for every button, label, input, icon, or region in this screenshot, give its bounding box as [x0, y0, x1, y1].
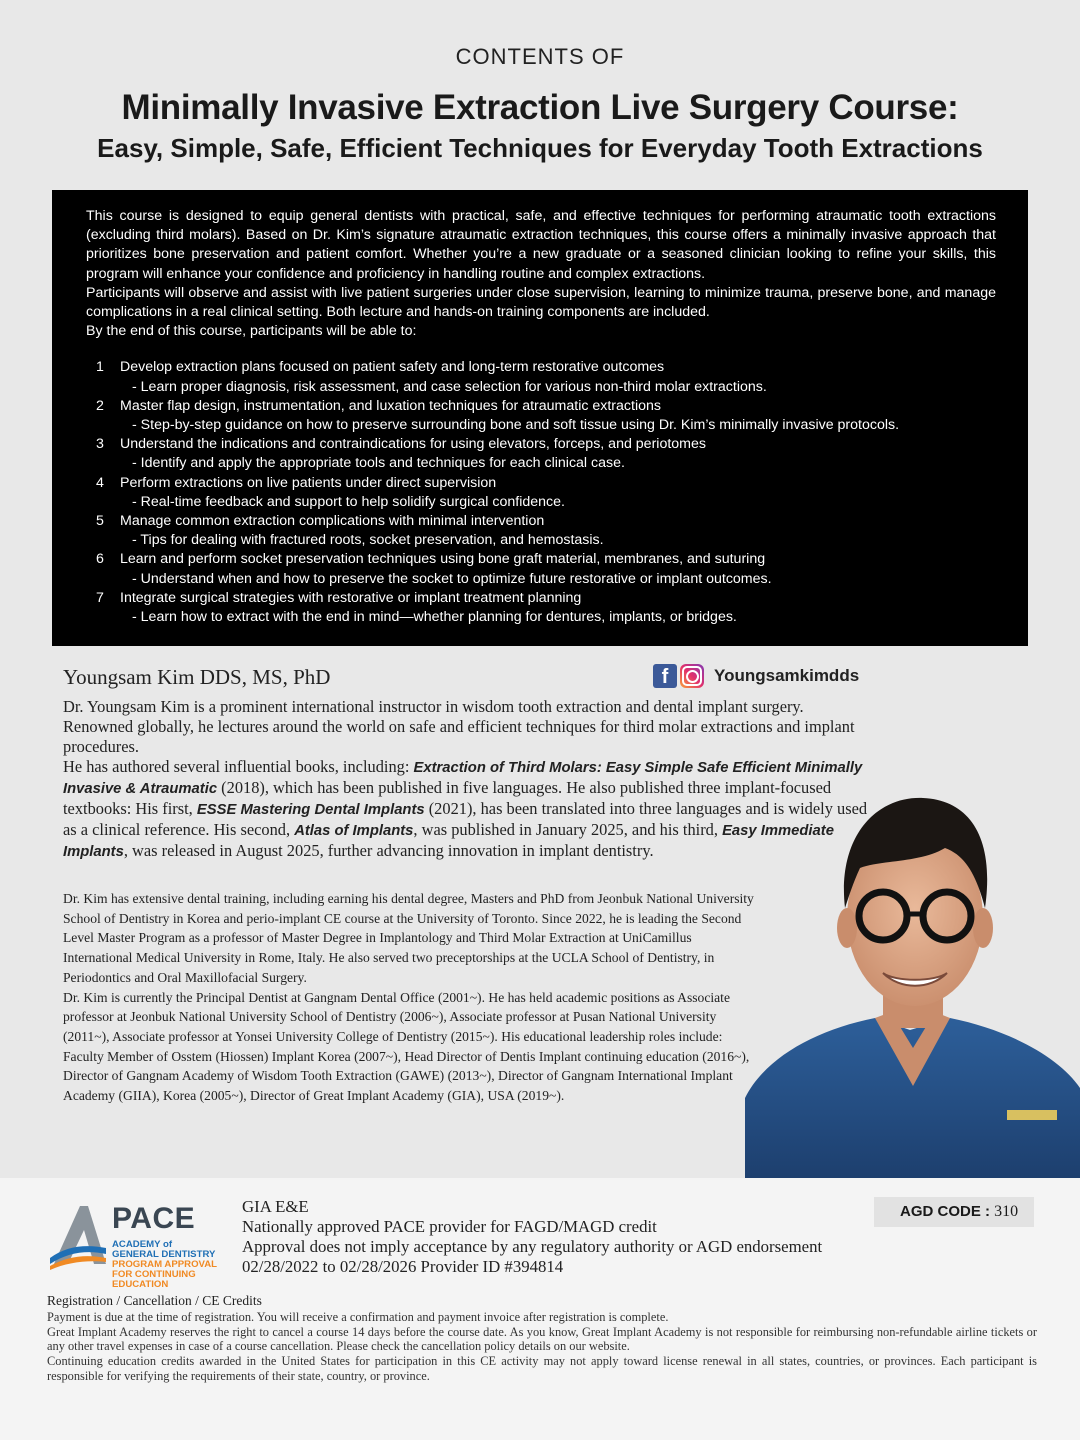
agd-code-value: 310 [994, 1203, 1019, 1220]
social-links[interactable] [653, 664, 859, 688]
pace-line: GENERAL DENTISTRY [112, 1249, 216, 1260]
objective-item [86, 512, 996, 550]
objective-item [86, 589, 996, 627]
objective-number: 2 [96, 397, 104, 414]
course-intro [86, 207, 996, 341]
bio-paragraph: Dr. Youngsam Kim is a prominent international instructor in wisdom tooth extraction and dental implant surgery. Renowned globally, he lectures around the world on safe and efficient techniques for third molar extractions and implant procedures. [63, 697, 855, 756]
agd-code-label: AGD CODE : [900, 1203, 990, 1220]
objective-detail: - Learn how to extract with the end in mind—whether planning for dentures, implants, or bridges. [132, 609, 737, 626]
registration-paragraph: Continuing education credits awarded in the United States for participation in this CE activity may not apply toward license renewal in all states, countries, or provinces. Each participant is responsible for verifying the requirements of their state, country, or province. [47, 1354, 1037, 1383]
book-title: Extraction of Third Molars: Easy Simple Safe Efficient Minimally Invasive & Atraumatic [63, 760, 863, 797]
objective-title: Perform extractions on live patients under direct supervision [120, 474, 497, 491]
objective-title: Learn and perform socket preservation techniques using bone graft material, membranes, and suturing [120, 551, 766, 568]
objective-title: Manage common extraction complications with minimal intervention [120, 513, 545, 530]
instagram-icon[interactable] [680, 664, 704, 688]
facebook-icon[interactable]: f [653, 664, 677, 688]
objective-item [86, 397, 996, 435]
approval-line: Nationally approved PACE provider for FAGD/MAGD credit [242, 1217, 657, 1236]
objective-detail: - Tips for dealing with fractured roots, socket preservation, and hemostasis. [132, 532, 604, 549]
bio-paragraph-training: Dr. Kim has extensive dental training, including earning his dental degree, Masters and PhD from Jeonbuk National University School of Dentistry in Korea and perio-implant CE course at the University of Toronto. Since 2022, he is leading the Second Level Master Program as a professor of Master Degree in Implantology and Third Molar Extraction at UniCamillus International Medical University in Rome, Italy. He also served two preceptorships at the UCLA School of Dentistry, in Periodontics and Oral Maxillofacial Surgery. [63, 891, 754, 985]
objective-title: Master flap design, instrumentation, and luxation techniques for atraumatic extractions [120, 397, 661, 414]
registration-section [47, 1293, 1037, 1384]
footer [0, 1178, 1080, 1440]
intro-paragraph: Participants will observe and assist with live patient surgeries under close supervision, learning to minimize trauma, preserve bone, and manage complications in a real clinical setting. Both lecture and hands-on training components are included. [86, 284, 996, 321]
provider-name: GIA E&E [242, 1197, 309, 1216]
objective-number: 7 [96, 589, 104, 606]
objective-title: Integrate surgical strategies with restorative or implant treatment planning [120, 589, 582, 606]
pace-approval [242, 1197, 822, 1277]
page-title: Minimally Invasive Extraction Live Surgery Course: [121, 88, 959, 127]
book-title: ESSE Mastering Dental Implants [196, 802, 425, 818]
pace-wordmark: PACE [112, 1202, 196, 1235]
pace-line: PROGRAM APPROVAL [112, 1259, 218, 1270]
objective-number: 5 [96, 513, 104, 530]
registration-paragraph: Payment is due at the time of registration. You will receive a confirmation and payment invoice after registration is complete. [47, 1310, 669, 1324]
course-description-box [52, 190, 1028, 646]
agd-code-badge [874, 1197, 1034, 1227]
objective-detail: - Understand when and how to preserve the socket to optimize future restorative or implant outcomes. [132, 570, 772, 587]
pace-line: FOR CONTINUING [112, 1269, 196, 1280]
bio-paragraph-positions: Dr. Kim is currently the Principal Dentist at Gangnam Dental Office (2001~). He has held academic positions as Associate professor at Jeonbuk National University School of Dentistry (2006~), Associate professor at Pusan National University (2011~), Associate professor at Yonsei University College of Dentistry (2015~). His educational leadership roles include: Faculty Member of Osstem (Hiossen) Implant Korea (2007~), Head Director of Dentis Implant continuing education (2016~), Director of Gangnam Academy of Wisdom Tooth Extraction (GAWE) (2013~), Director of Gangnam International Implant Academy (GIIA), Korea (2005~), Director of Great Implant Academy (GIA), USA (2019~). [63, 989, 750, 1104]
objective-item [86, 474, 996, 512]
pace-a-icon [50, 1200, 110, 1284]
objective-detail: - Learn proper diagnosis, risk assessment, and case selection for various non-third molar extractions. [132, 378, 767, 395]
intro-paragraph: This course is designed to equip general dentists with practical, safe, and effective techniques for performing atraumatic tooth extractions (excluding third molars). Based on Dr. Kim’s signature atraumatic extraction techniques, this course offers a minimally invasive approach that prioritizes bone preservation and patient comfort. Whether you’re a new graduate or a seasoned clinician looking to refine your skills, this program will enhance your confidence and proficiency in handling routine and complex extractions. [86, 208, 996, 282]
objective-item [86, 550, 996, 588]
approval-line: 02/28/2022 to 02/28/2026 Provider ID #394814 [242, 1257, 564, 1276]
objective-detail: - Identify and apply the appropriate tools and techniques for each clinical case. [132, 455, 625, 472]
registration-paragraph: Great Implant Academy reserves the right to cancel a course 14 days before the course date. As you know, Great Implant Academy is not responsible for reimbursing non-refundable airline tickets or any other travel expenses in case of a course cancellation. Please check the cancellation policy details on our website. [47, 1324, 1037, 1354]
bio-paragraph-books: He has authored several influential books, including: Extraction of Third Molars: Easy Simple Safe Efficient Minimally Invasive & Atraumatic (2018), which has been published in five languages. He also published three implant-focused textbooks: His first, ESSE Mastering Dental Implants (2021), has been translated into three languages and is widely used as a clinical reference. His second, Atlas of Implants, was published in January 2025, and his third, Easy Immediate Implants, was released in August 2025, further advancing innovation in implant dentistry. [63, 757, 868, 860]
book-title: Atlas of Implants [294, 823, 414, 839]
book-title: Easy Immediate Implants [63, 823, 834, 860]
instructor-photo [745, 768, 1080, 1178]
objective-title: Understand the indications and contraindications for using elevators, forceps, and periotomes [120, 436, 706, 453]
pace-logo [50, 1200, 230, 1290]
registration-heading: Registration / Cancellation / CE Credits [47, 1293, 262, 1308]
objective-item [86, 435, 996, 473]
social-handle[interactable]: Youngsamkimdds [714, 666, 860, 685]
page-kicker: CONTENTS OF [455, 44, 625, 69]
objective-number: 3 [96, 436, 104, 453]
instructor-name: Youngsam Kim DDS, MS, PhD [63, 665, 331, 689]
objective-detail: - Real-time feedback and support to help solidify surgical confidence. [132, 493, 565, 510]
intro-paragraph: By the end of this course, participants will be able to: [86, 323, 417, 340]
objectives-list [86, 358, 996, 627]
objective-number: 1 [96, 359, 104, 376]
bio-secondary [63, 889, 763, 1106]
objective-detail: - Step-by-step guidance on how to preserve surrounding bone and soft tissue using Dr. Kim’s minimally invasive protocols. [132, 417, 900, 434]
pace-line: EDUCATION [112, 1279, 169, 1290]
page-subtitle: Easy, Simple, Safe, Efficient Techniques for Everyday Tooth Extractions [97, 133, 983, 163]
pace-line: ACADEMY of [112, 1239, 173, 1250]
objective-number: 6 [96, 551, 104, 568]
objective-title: Develop extraction plans focused on patient safety and long-term restorative outcomes [120, 359, 665, 376]
objective-number: 4 [96, 474, 104, 491]
objective-item [86, 358, 996, 396]
approval-line: Approval does not imply acceptance by any regulatory authority or AGD endorsement [242, 1237, 823, 1256]
